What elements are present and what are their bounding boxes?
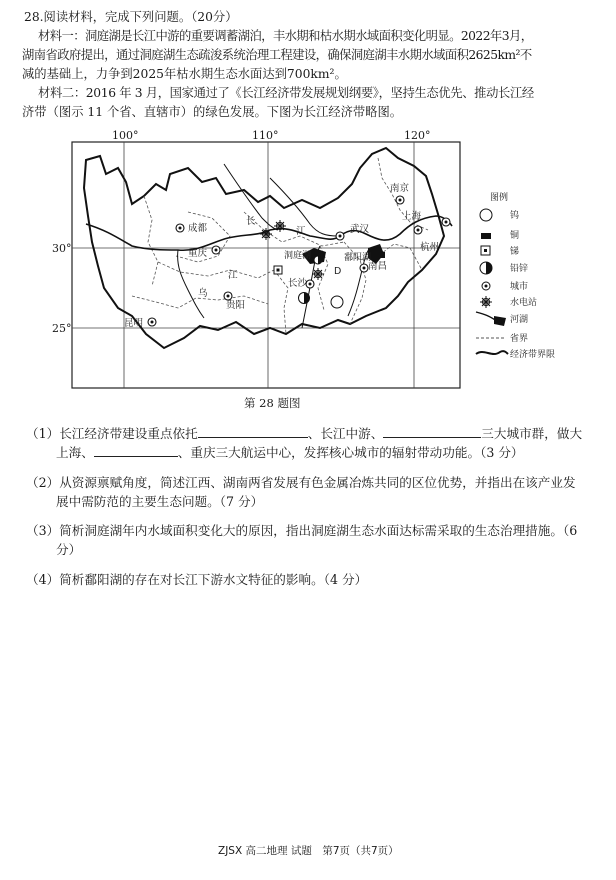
longitude-100: 100°	[112, 129, 139, 142]
material-one-line1: 材料一：洞庭湖是长江中游的重要调蓄湖泊，丰水期和枯水期水域面积变化明显。2022年3月，	[38, 29, 533, 43]
label-hangzhou: 杭州	[420, 242, 440, 253]
label-nanjing: 南京	[390, 183, 410, 194]
legend-economic-belt-boundary: 经济带界限	[510, 350, 556, 360]
label-nanchang: 南昌	[368, 261, 388, 272]
city-guiyang-marker	[224, 292, 232, 300]
hydropower-station-1	[274, 220, 286, 232]
answer-blank-1[interactable]	[198, 425, 308, 438]
label-river-jiang-1: 江	[296, 226, 306, 237]
label-guiyang: 贵阳	[226, 300, 246, 311]
city-nanchang-marker	[360, 264, 368, 272]
material-one-line3: 减的基础上，力争到2025年枯水期生态水面达到700km²。	[22, 67, 347, 81]
longitude-120: 120°	[404, 129, 431, 142]
legend-symbols	[476, 209, 508, 354]
city-changsha-marker	[306, 280, 314, 288]
city-hangzhou-marker	[414, 226, 422, 234]
label-wu-river: 乌	[198, 288, 208, 299]
question-3-line1: （3）简析洞庭湖年内水域面积变化大的原因，指出洞庭湖生态水面达标需采取的生态治理措施。（6	[26, 523, 578, 538]
label-marker-d: D	[334, 266, 342, 277]
city-chongqing-marker	[212, 246, 220, 254]
map-frame	[72, 142, 460, 388]
longitude-110: 110°	[252, 129, 279, 142]
city-kunming-marker	[148, 318, 156, 326]
question-2-line1: （2）从资源禀赋角度，简述江西、湖南两省发展有色金属冶炼共同的区位优势，并指出在该产业发	[26, 475, 576, 490]
legend-river-lake: 河湖	[510, 315, 529, 325]
antimony-deposit	[274, 266, 282, 274]
label-shanghai: 上海	[402, 211, 422, 222]
legend-copper: 铜	[510, 231, 520, 241]
legend-city: 城市	[510, 282, 529, 292]
question-3-line2: 分）	[56, 542, 82, 557]
copper-deposit-poyang	[376, 252, 385, 258]
yangtze-economic-belt-map	[48, 138, 608, 400]
lead-zinc-deposit-1	[299, 293, 310, 304]
label-dongting-lake: 洞庭湖	[284, 251, 312, 261]
legend-title: 图例	[490, 193, 509, 203]
label-chengdu: 成都	[188, 223, 208, 234]
city-nanjing-marker	[396, 196, 404, 204]
material-two-line2: 济带（图示 11 个省、直辖市）的绿色发展。下图为长江经济带略图。	[22, 105, 403, 119]
lead-zinc-deposit-2	[314, 256, 322, 264]
latitude-30: 30°	[52, 242, 72, 255]
label-changsha: 长沙	[288, 278, 308, 289]
question-2-line2: 展中需防范的主要生态问题。（7 分）	[56, 494, 264, 509]
figure-caption: 第 28 题图	[244, 396, 301, 410]
question-header: 28.阅读材料，完成下列问题。（20分）	[24, 10, 238, 24]
answer-blank-3[interactable]	[94, 444, 178, 457]
material-two-line1: 材料二：2016 年 3 月，国家通过了《长江经济带发展规划纲要》，坚持生态优先、推动长江经	[38, 86, 534, 100]
legend-tungsten: 钨	[510, 211, 520, 221]
label-chongqing: 重庆	[188, 248, 208, 259]
tungsten-deposit	[331, 296, 343, 308]
legend-hydropower: 水电站	[510, 298, 538, 308]
page-footer: ZJSX 高二地理 试题 第7页（共7页）	[218, 845, 399, 857]
city-wuhan-marker	[336, 232, 344, 240]
answer-blank-2[interactable]	[383, 425, 481, 438]
legend-antimony: 锑	[510, 247, 520, 257]
label-poyang-lake: 鄱阳湖	[344, 253, 372, 263]
city-chengdu-marker	[176, 224, 184, 232]
label-river-chang: 长	[246, 216, 256, 227]
legend-province-border: 省界	[510, 334, 529, 344]
question-1-line2: 上海、 、重庆三大航运中心，发挥核心城市的辐射带动功能。（3 分）	[56, 445, 524, 460]
question-1-line1: （1）长江经济带建设重点依托 、长江中游、 三大城市群，做大	[26, 426, 583, 441]
latitude-25: 25°	[52, 322, 72, 335]
city-shanghai-marker	[442, 218, 450, 226]
label-wuhan: 武汉	[350, 224, 370, 235]
label-river-jiang-2: 江	[228, 270, 238, 281]
label-kunming: 昆明	[124, 318, 144, 329]
question-4: （4）简析鄱阳湖的存在对长江下游水文特征的影响。（4 分）	[26, 572, 368, 587]
legend-lead-zinc: 铅锌	[510, 264, 529, 274]
material-one-line2: 湖南省政府提出，通过洞庭湖生态疏浚系统治理工程建设，确保洞庭湖丰水期水域面积2625km²不	[22, 48, 532, 62]
